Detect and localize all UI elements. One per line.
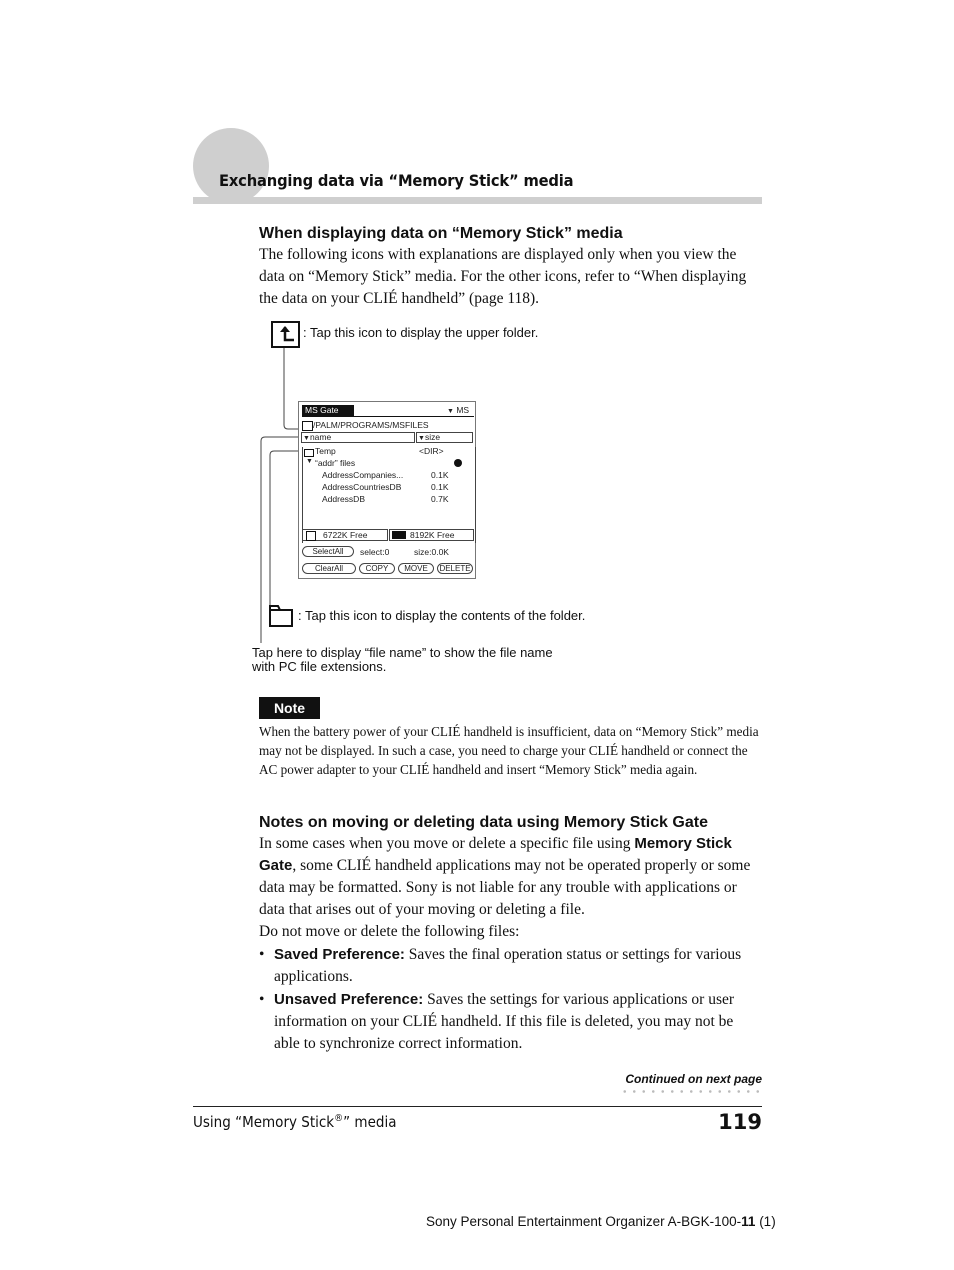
- list-item-size: 0.1K: [431, 482, 449, 492]
- expand-arrow-icon[interactable]: ▼: [306, 458, 313, 465]
- title-underline: [302, 416, 474, 417]
- menu-label: MS: [456, 405, 470, 415]
- list-item: • Saved Preference: Saves the final operation status or settings for various applications.: [259, 946, 742, 985]
- callout-folder: : Tap this icon to display the contents of the folder.: [298, 608, 586, 623]
- callout-filename-line2: with PC file extensions.: [252, 659, 387, 674]
- sort-arrow-icon: ▼: [418, 435, 425, 442]
- upper-folder-icon[interactable]: [302, 421, 313, 431]
- path-label: /PALM/PROGRAMS/MSFILES: [313, 420, 429, 430]
- sort-arrow-icon: ▼: [303, 435, 310, 442]
- continued-dots: [620, 1090, 762, 1093]
- clear-all-button[interactable]: ClearAll: [302, 563, 356, 574]
- section2-body: In some cases when you move or delete a specific file using Memory Stick Gate, some CLIÉ handheld applications may not be operated properly or some data may be formatted. Sony is not liable for any trouble with applications or data that arises out of your moving or deleting a file.: [259, 835, 751, 918]
- list-item[interactable]: AddressDB: [322, 494, 365, 504]
- list-item[interactable]: Temp: [315, 446, 336, 456]
- header-bar-decoration: [193, 197, 762, 204]
- name-column-label: ▼name: [303, 432, 332, 442]
- list-item[interactable]: AddressCompanies...: [322, 470, 404, 480]
- ms-gate-screen: [298, 401, 476, 579]
- dropdown-arrow-icon: ▼: [447, 408, 454, 415]
- folder-icon: [269, 603, 294, 627]
- page-number: 119: [718, 1110, 762, 1134]
- handheld-free-label: 6722K Free: [323, 530, 368, 540]
- section-title: Exchanging data via “Memory Stick” media: [219, 171, 574, 190]
- list-item-size: <DIR>: [419, 446, 444, 456]
- list-item-size: 0.7K: [431, 494, 449, 504]
- select-count: select:0: [360, 547, 390, 557]
- product-code: Sony Personal Entertainment Organizer A-BGK-100-11 (1): [426, 1214, 776, 1229]
- memory-stick-card-icon: [392, 531, 406, 539]
- note-label: Note: [259, 697, 320, 719]
- menu-dropdown[interactable]: [447, 405, 469, 415]
- section2-heading: Notes on moving or deleting data using Memory Stick Gate: [259, 814, 708, 831]
- list-item[interactable]: “addr” files: [315, 458, 356, 468]
- list-item-size: 0.1K: [431, 470, 449, 480]
- list-item: • Unsaved Preference: Saves the settings for various applications or user information on your CLIÉ handheld. If this file is deleted, you may not be able to synchronize correct information.: [259, 991, 735, 1052]
- callout-upper-folder: : Tap this icon to display the upper folder.: [303, 325, 539, 340]
- upper-folder-icon: [271, 321, 300, 348]
- move-button[interactable]: MOVE: [398, 563, 434, 574]
- size-total: size:0.0K: [414, 547, 449, 557]
- section1-body: The following icons with explanations are displayed only when you view the data on “Memory Stick” media. For the other icons, refer to “When displaying the data on your CLIÉ handheld” (page 118).: [259, 246, 747, 307]
- delete-button[interactable]: DELETE: [437, 563, 473, 574]
- app-title: MS Gate: [305, 405, 339, 415]
- callout-filename-line1: Tap here to display “file name” to show the file name: [252, 645, 553, 660]
- copy-button[interactable]: COPY: [359, 563, 395, 574]
- note-text: When the battery power of your CLIÉ handheld is insufficient, data on “Memory Stick” media may not be displayed. In such a case, you need to charge your CLIÉ handheld or connect the AC power adapter to your CLIÉ handheld and insert “Memory Stick” media again.: [259, 724, 759, 777]
- continued-label: Continued on next page: [625, 1072, 762, 1086]
- header-circle-decoration: [193, 128, 269, 204]
- memory-stick-icon: [454, 459, 462, 467]
- ms-free-label: 8192K Free: [410, 530, 455, 540]
- file-bullet-list: [259, 944, 749, 1056]
- list-item[interactable]: AddressCountriesDB: [322, 482, 402, 492]
- section1-heading: When displaying data on “Memory Stick” media: [259, 225, 623, 242]
- handheld-icon: [306, 531, 316, 541]
- section2-intro: Do not move or delete the following files:: [259, 923, 520, 940]
- footer-rule: [193, 1106, 762, 1107]
- chapter-title: Using “Memory Stick®” media: [193, 1113, 397, 1131]
- size-column-label: ▼size: [418, 432, 441, 442]
- folder-icon[interactable]: [304, 449, 314, 457]
- select-all-button[interactable]: SelectAll: [302, 546, 354, 557]
